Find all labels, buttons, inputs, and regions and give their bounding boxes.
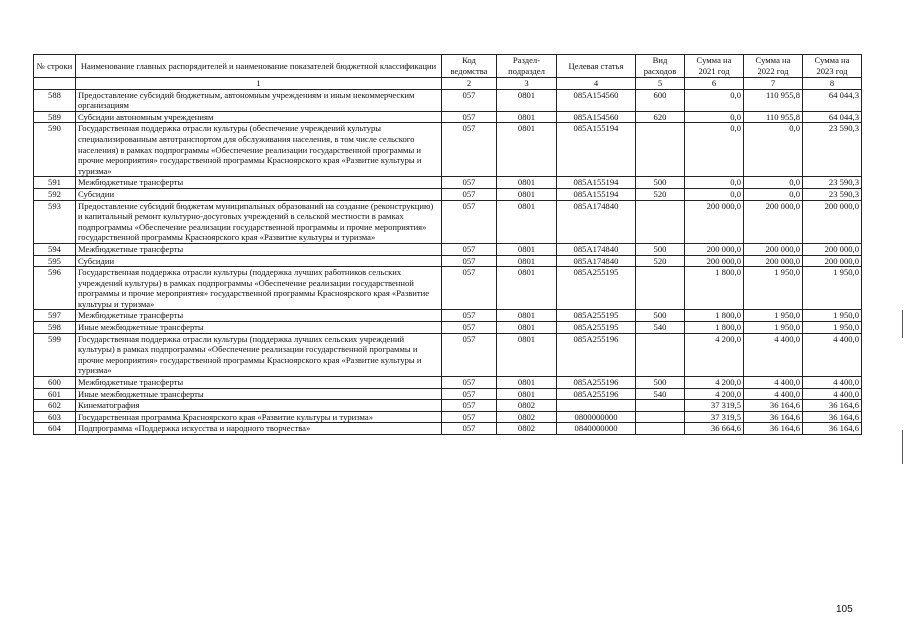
row-section: 0801 <box>497 322 557 334</box>
row-number: 601 <box>34 388 76 400</box>
row-expense-type: 500 <box>636 310 685 322</box>
row-sum-2022: 4 400,0 <box>744 333 803 376</box>
row-sum-2021: 1 800,0 <box>685 322 744 334</box>
column-index: 1 <box>76 78 442 90</box>
row-name: Иные межбюджетные трансферты <box>76 322 442 334</box>
row-sum-2023: 64 044,3 <box>803 111 862 123</box>
row-section: 0801 <box>497 177 557 189</box>
header-row-num: № строки <box>34 55 76 78</box>
row-expense-type: 500 <box>636 177 685 189</box>
row-sum-2023: 23 590,3 <box>803 188 862 200</box>
row-sum-2021: 0,0 <box>685 111 744 123</box>
header-name: Наименование главных распорядителей и наименование показателей бюджетной классификации <box>76 55 442 78</box>
row-dept-code: 057 <box>442 188 497 200</box>
row-dept-code: 057 <box>442 400 497 412</box>
row-sum-2022: 110 955,8 <box>744 89 803 111</box>
row-dept-code: 057 <box>442 177 497 189</box>
table-row <box>34 388 862 400</box>
row-expense-type: 500 <box>636 243 685 255</box>
row-sum-2021: 4 200,0 <box>685 377 744 389</box>
header-expense-type: Вид расходов <box>636 55 685 78</box>
table-row <box>34 255 862 267</box>
row-expense-type <box>636 411 685 423</box>
row-target: 085А154560 <box>557 89 636 111</box>
row-number: 602 <box>34 400 76 412</box>
row-name: Предоставление субсидий бюджетам муниципальных образований на создание (реконструкцию) и капитальный ремонт культурно-досуговых учреждений в сельской местности в рамках подпрограммы «Обеспечение реализации государственной программы и прочие мероприятия» государственной программы Красноярского края «Развитие культуры и туризма» <box>76 200 442 243</box>
table-row <box>34 89 862 111</box>
table-row <box>34 267 862 310</box>
row-target: 085А154560 <box>557 111 636 123</box>
row-section: 0801 <box>497 377 557 389</box>
row-number: 604 <box>34 423 76 435</box>
table-row <box>34 377 862 389</box>
row-number: 597 <box>34 310 76 322</box>
row-section: 0801 <box>497 267 557 310</box>
row-sum-2023: 200 000,0 <box>803 255 862 267</box>
row-section: 0801 <box>497 200 557 243</box>
row-name: Государственная поддержка отрасли культуры (поддержка лучших сельских учреждений культуры) в рамках подпрограммы «Обеспечение реализации государственной программы и прочие мероприятия» государственной программы Красноярского края «Развитие культуры и туризма» <box>76 333 442 376</box>
row-sum-2021: 36 664,6 <box>685 423 744 435</box>
row-sum-2022: 0,0 <box>744 177 803 189</box>
row-dept-code: 057 <box>442 411 497 423</box>
column-index: 8 <box>803 78 862 90</box>
row-expense-type: 600 <box>636 89 685 111</box>
column-index: 5 <box>636 78 685 90</box>
row-name: Кинематография <box>76 400 442 412</box>
row-number: 599 <box>34 333 76 376</box>
row-sum-2022: 1 950,0 <box>744 322 803 334</box>
row-dept-code: 057 <box>442 243 497 255</box>
row-dept-code: 057 <box>442 123 497 177</box>
row-target: 085А255196 <box>557 377 636 389</box>
row-target: 0840000000 <box>557 423 636 435</box>
row-name: Субсидии <box>76 188 442 200</box>
row-name: Межбюджетные трансферты <box>76 177 442 189</box>
header-dept-code: Код ведомства <box>442 55 497 78</box>
row-expense-type <box>636 423 685 435</box>
row-dept-code: 057 <box>442 111 497 123</box>
table-row <box>34 200 862 243</box>
row-number: 590 <box>34 123 76 177</box>
row-sum-2022: 36 164,6 <box>744 411 803 423</box>
table-row <box>34 243 862 255</box>
table-row <box>34 423 862 435</box>
row-sum-2023: 36 164,6 <box>803 423 862 435</box>
row-dept-code: 057 <box>442 388 497 400</box>
row-sum-2023: 1 950,0 <box>803 310 862 322</box>
row-target: 085А155194 <box>557 177 636 189</box>
row-dept-code: 057 <box>442 377 497 389</box>
row-number: 592 <box>34 188 76 200</box>
row-expense-type: 520 <box>636 255 685 267</box>
header-target: Целевая статья <box>557 55 636 78</box>
column-index <box>34 78 76 90</box>
column-index: 4 <box>557 78 636 90</box>
row-sum-2022: 110 955,8 <box>744 111 803 123</box>
row-dept-code: 057 <box>442 310 497 322</box>
row-sum-2023: 23 590,3 <box>803 177 862 189</box>
row-dept-code: 057 <box>442 89 497 111</box>
row-dept-code: 057 <box>442 423 497 435</box>
table-row <box>34 177 862 189</box>
row-sum-2021: 200 000,0 <box>685 255 744 267</box>
table-row <box>34 400 862 412</box>
row-sum-2022: 1 950,0 <box>744 310 803 322</box>
row-section: 0802 <box>497 400 557 412</box>
row-sum-2023: 36 164,6 <box>803 400 862 412</box>
row-target: 085А255195 <box>557 267 636 310</box>
row-number: 595 <box>34 255 76 267</box>
row-dept-code: 057 <box>442 333 497 376</box>
row-expense-type <box>636 123 685 177</box>
row-target: 085А155194 <box>557 123 636 177</box>
row-sum-2022: 200 000,0 <box>744 200 803 243</box>
row-name: Подпрограмма «Поддержка искусства и народного творчества» <box>76 423 442 435</box>
row-section: 0801 <box>497 123 557 177</box>
row-sum-2023: 23 590,3 <box>803 123 862 177</box>
row-number: 600 <box>34 377 76 389</box>
row-section: 0801 <box>497 310 557 322</box>
row-name: Государственная поддержка отрасли культуры (обеспечение учреждений культуры специализированным автотранспортом для обслуживания населения, в том числе сельского населения) в рамках подпрограммы «Обеспечение реализации государственной программы и прочие мероприятия» государственной программы Красноярского края «Развитие культуры и туризма» <box>76 123 442 177</box>
row-number: 593 <box>34 200 76 243</box>
row-section: 0801 <box>497 255 557 267</box>
scan-edge-mark <box>902 310 903 338</box>
row-section: 0801 <box>497 111 557 123</box>
row-expense-type <box>636 200 685 243</box>
row-sum-2022: 36 164,6 <box>744 400 803 412</box>
header-sum-2021: Сумма на 2021 год <box>685 55 744 78</box>
row-sum-2021: 200 000,0 <box>685 243 744 255</box>
row-section: 0802 <box>497 411 557 423</box>
row-number: 589 <box>34 111 76 123</box>
row-name: Межбюджетные трансферты <box>76 377 442 389</box>
column-index: 2 <box>442 78 497 90</box>
row-target: 0800000000 <box>557 411 636 423</box>
row-name: Иные межбюджетные трансферты <box>76 388 442 400</box>
row-target <box>557 400 636 412</box>
row-section: 0801 <box>497 188 557 200</box>
table-row <box>34 333 862 376</box>
row-sum-2021: 37 319,5 <box>685 411 744 423</box>
table-row <box>34 123 862 177</box>
row-expense-type: 620 <box>636 111 685 123</box>
row-sum-2023: 4 400,0 <box>803 377 862 389</box>
row-sum-2021: 0,0 <box>685 177 744 189</box>
row-dept-code: 057 <box>442 267 497 310</box>
row-sum-2021: 4 200,0 <box>685 388 744 400</box>
row-sum-2023: 200 000,0 <box>803 200 862 243</box>
row-sum-2021: 0,0 <box>685 188 744 200</box>
row-sum-2023: 200 000,0 <box>803 243 862 255</box>
row-expense-type: 500 <box>636 377 685 389</box>
row-sum-2022: 4 400,0 <box>744 388 803 400</box>
row-expense-type <box>636 400 685 412</box>
row-sum-2022: 0,0 <box>744 123 803 177</box>
row-expense-type: 540 <box>636 322 685 334</box>
row-sum-2022: 200 000,0 <box>744 243 803 255</box>
table-row <box>34 310 862 322</box>
row-target: 085А255195 <box>557 322 636 334</box>
row-name: Предоставление субсидий бюджетным, автономным учреждениям и иным некоммерческим организациям <box>76 89 442 111</box>
row-target: 085А174840 <box>557 200 636 243</box>
row-name: Субсидии <box>76 255 442 267</box>
column-index: 7 <box>744 78 803 90</box>
row-target: 085А174840 <box>557 255 636 267</box>
table-body <box>34 89 862 434</box>
row-number: 596 <box>34 267 76 310</box>
row-target: 085А255195 <box>557 310 636 322</box>
row-number: 588 <box>34 89 76 111</box>
header-row <box>34 55 862 78</box>
row-number: 603 <box>34 411 76 423</box>
row-sum-2022: 36 164,6 <box>744 423 803 435</box>
row-section: 0801 <box>497 89 557 111</box>
row-sum-2023: 1 950,0 <box>803 322 862 334</box>
row-name: Межбюджетные трансферты <box>76 310 442 322</box>
table-row <box>34 322 862 334</box>
header-sum-2022: Сумма на 2022 год <box>744 55 803 78</box>
row-sum-2022: 200 000,0 <box>744 255 803 267</box>
table-row <box>34 188 862 200</box>
row-sum-2021: 37 319,5 <box>685 400 744 412</box>
row-sum-2022: 0,0 <box>744 188 803 200</box>
row-target: 085А155194 <box>557 188 636 200</box>
header-sum-2023: Сумма на 2023 год <box>803 55 862 78</box>
scan-edge-mark <box>902 430 903 464</box>
row-sum-2021: 1 800,0 <box>685 310 744 322</box>
row-section: 0801 <box>497 243 557 255</box>
row-dept-code: 057 <box>442 255 497 267</box>
row-sum-2021: 0,0 <box>685 89 744 111</box>
row-target: 085А174840 <box>557 243 636 255</box>
row-sum-2021: 200 000,0 <box>685 200 744 243</box>
row-sum-2021: 1 800,0 <box>685 267 744 310</box>
row-expense-type <box>636 267 685 310</box>
row-number: 598 <box>34 322 76 334</box>
budget-table <box>33 54 862 435</box>
row-expense-type <box>636 333 685 376</box>
row-dept-code: 057 <box>442 200 497 243</box>
row-name: Государственная поддержка отрасли культуры (поддержка лучших работников сельских учреждений культуры) в рамках подпрограммы «Обеспечение реализации государственной программы и прочие мероприятия» государственной программы Красноярского края «Развитие культуры и туризма» <box>76 267 442 310</box>
row-sum-2023: 4 400,0 <box>803 388 862 400</box>
row-section: 0802 <box>497 423 557 435</box>
row-section: 0801 <box>497 388 557 400</box>
row-sum-2022: 1 950,0 <box>744 267 803 310</box>
row-sum-2023: 1 950,0 <box>803 267 862 310</box>
row-number: 594 <box>34 243 76 255</box>
row-sum-2023: 36 164,6 <box>803 411 862 423</box>
row-name: Субсидии автономным учреждениям <box>76 111 442 123</box>
row-sum-2021: 4 200,0 <box>685 333 744 376</box>
row-sum-2022: 4 400,0 <box>744 377 803 389</box>
row-sum-2023: 64 044,3 <box>803 89 862 111</box>
row-name: Межбюджетные трансферты <box>76 243 442 255</box>
row-expense-type: 520 <box>636 188 685 200</box>
row-number: 591 <box>34 177 76 189</box>
row-target: 085А255196 <box>557 388 636 400</box>
table-row <box>34 411 862 423</box>
row-sum-2021: 0,0 <box>685 123 744 177</box>
page-number: 105 <box>836 604 853 615</box>
row-target: 085А255196 <box>557 333 636 376</box>
row-name: Государственная программа Красноярского края «Развитие культуры и туризма» <box>76 411 442 423</box>
column-index: 6 <box>685 78 744 90</box>
row-expense-type: 540 <box>636 388 685 400</box>
column-index-row <box>34 78 862 90</box>
row-sum-2023: 4 400,0 <box>803 333 862 376</box>
table-row <box>34 111 862 123</box>
header-section: Раздел-подраздел <box>497 55 557 78</box>
row-dept-code: 057 <box>442 322 497 334</box>
column-index: 3 <box>497 78 557 90</box>
row-section: 0801 <box>497 333 557 376</box>
